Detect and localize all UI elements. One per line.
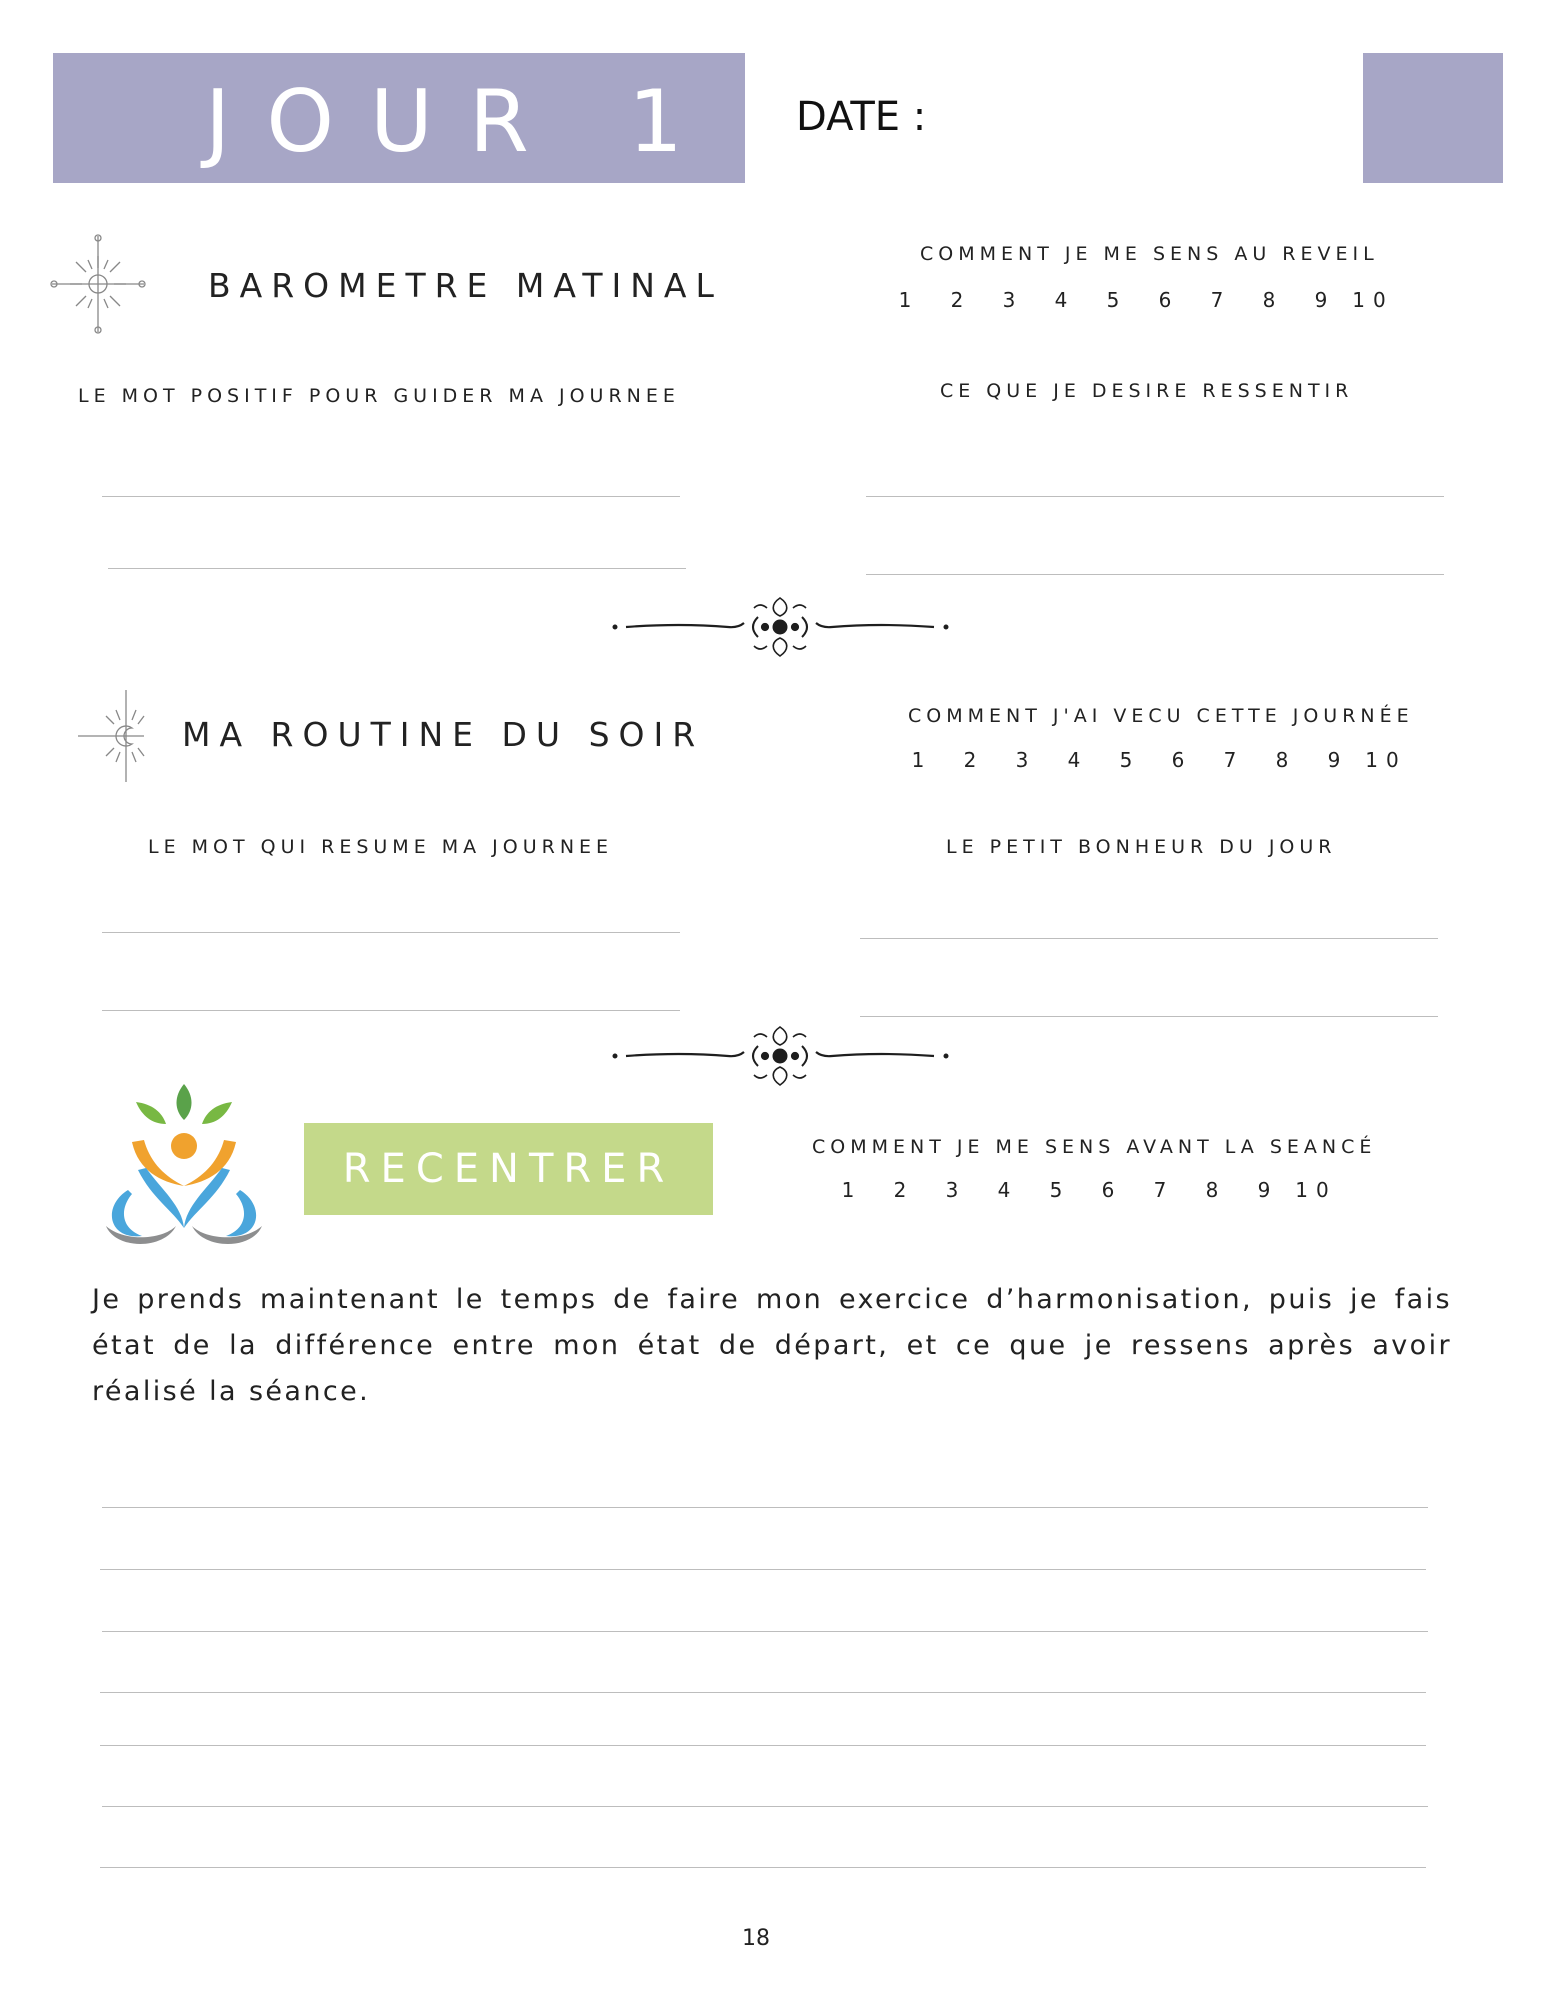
scale-value[interactable]: 8 [1275, 748, 1289, 772]
day-title: JOUR 1 [205, 72, 719, 172]
wake-feeling-scale[interactable] [879, 288, 1399, 312]
happiness-line-1[interactable] [860, 938, 1438, 939]
day-title-banner [53, 53, 745, 183]
positive-word-line-1[interactable] [102, 496, 680, 497]
writing-line[interactable] [102, 1806, 1428, 1807]
wellness-figure-logo [98, 1078, 270, 1250]
scale-value[interactable]: 3 [1015, 748, 1029, 772]
writing-line[interactable] [100, 1745, 1426, 1746]
desire-line-2[interactable] [866, 574, 1444, 575]
scale-value[interactable]: 2 [963, 748, 977, 772]
instructions-paragraph: Je prends maintenant le temps de faire mon exercice d’harmonisation, puis je fais état de la différence entre mon état de départ, et ce que je ressens après avoir réalisé la séance. [92, 1284, 1452, 1407]
scale-value[interactable]: 2 [950, 288, 964, 312]
wake-feeling-label: COMMENT JE ME SENS AU REVEIL [920, 243, 1379, 265]
scale-value[interactable]: 7 [1223, 748, 1237, 772]
recentrer-label: RECENTRER [342, 1146, 675, 1192]
scale-value[interactable]: 7 [1210, 288, 1224, 312]
ornament-divider-icon [610, 590, 950, 666]
scale-value[interactable]: 8 [1262, 288, 1276, 312]
scale-value[interactable]: 6 [1158, 288, 1172, 312]
before-session-label: COMMENT JE ME SENS AVANT LA SEANCÉ [812, 1136, 1377, 1158]
summary-word-line-1[interactable] [102, 932, 680, 933]
happiness-label: LE PETIT BONHEUR DU JOUR [946, 836, 1337, 858]
writing-line[interactable] [100, 1569, 1426, 1570]
day-lived-scale[interactable] [892, 748, 1412, 772]
scale-value[interactable]: 9 [1257, 1178, 1271, 1202]
scale-value[interactable]: 1 [898, 288, 912, 312]
scale-value[interactable]: 4 [997, 1178, 1011, 1202]
scale-value[interactable]: 4 [1054, 288, 1068, 312]
writing-line[interactable] [102, 1631, 1428, 1632]
scale-value[interactable]: 4 [1067, 748, 1081, 772]
scale-value[interactable]: 7 [1153, 1178, 1167, 1202]
evening-section-title: MA ROUTINE DU SOIR [182, 715, 705, 754]
desire-line-1[interactable] [866, 496, 1444, 497]
date-label: DATE : [796, 94, 927, 140]
ornament-divider-icon [610, 1019, 950, 1095]
page-number: 18 [742, 1926, 770, 1951]
scale-value[interactable]: 6 [1101, 1178, 1115, 1202]
scale-value[interactable]: 8 [1205, 1178, 1219, 1202]
scale-value[interactable]: 10 [1352, 288, 1394, 312]
summary-word-line-2[interactable] [102, 1010, 680, 1011]
scale-value[interactable]: 9 [1327, 748, 1341, 772]
summary-word-label: LE MOT QUI RESUME MA JOURNEE [148, 836, 614, 858]
scale-value[interactable]: 9 [1314, 288, 1328, 312]
scale-value[interactable]: 5 [1049, 1178, 1063, 1202]
scale-value[interactable]: 10 [1295, 1178, 1337, 1202]
scale-value[interactable]: 5 [1119, 748, 1133, 772]
writing-line[interactable] [102, 1507, 1428, 1508]
before-session-scale[interactable] [822, 1178, 1342, 1202]
writing-line[interactable] [100, 1867, 1426, 1868]
positive-word-label: LE MOT POSITIF POUR GUIDER MA JOURNEE [78, 385, 680, 407]
scale-value[interactable]: 3 [1002, 288, 1016, 312]
day-lived-label: COMMENT J'AI VECU CETTE JOURNÉE [908, 705, 1414, 727]
scale-value[interactable]: 1 [911, 748, 925, 772]
scale-value[interactable]: 10 [1365, 748, 1407, 772]
recentrer-button[interactable] [304, 1123, 713, 1215]
scale-value[interactable]: 6 [1171, 748, 1185, 772]
scale-value[interactable]: 2 [893, 1178, 907, 1202]
morning-section-title: BAROMETRE MATINAL [208, 266, 723, 305]
writing-line[interactable] [100, 1692, 1426, 1693]
scale-value[interactable]: 5 [1106, 288, 1120, 312]
scale-value[interactable]: 1 [841, 1178, 855, 1202]
desire-label: CE QUE JE DESIRE RESSENTIR [940, 380, 1354, 402]
happiness-line-2[interactable] [860, 1016, 1438, 1017]
sun-star-icon [48, 232, 148, 336]
moon-star-icon [74, 686, 146, 786]
positive-word-line-2[interactable] [108, 568, 686, 569]
scale-value[interactable]: 3 [945, 1178, 959, 1202]
date-box[interactable] [1363, 53, 1503, 183]
